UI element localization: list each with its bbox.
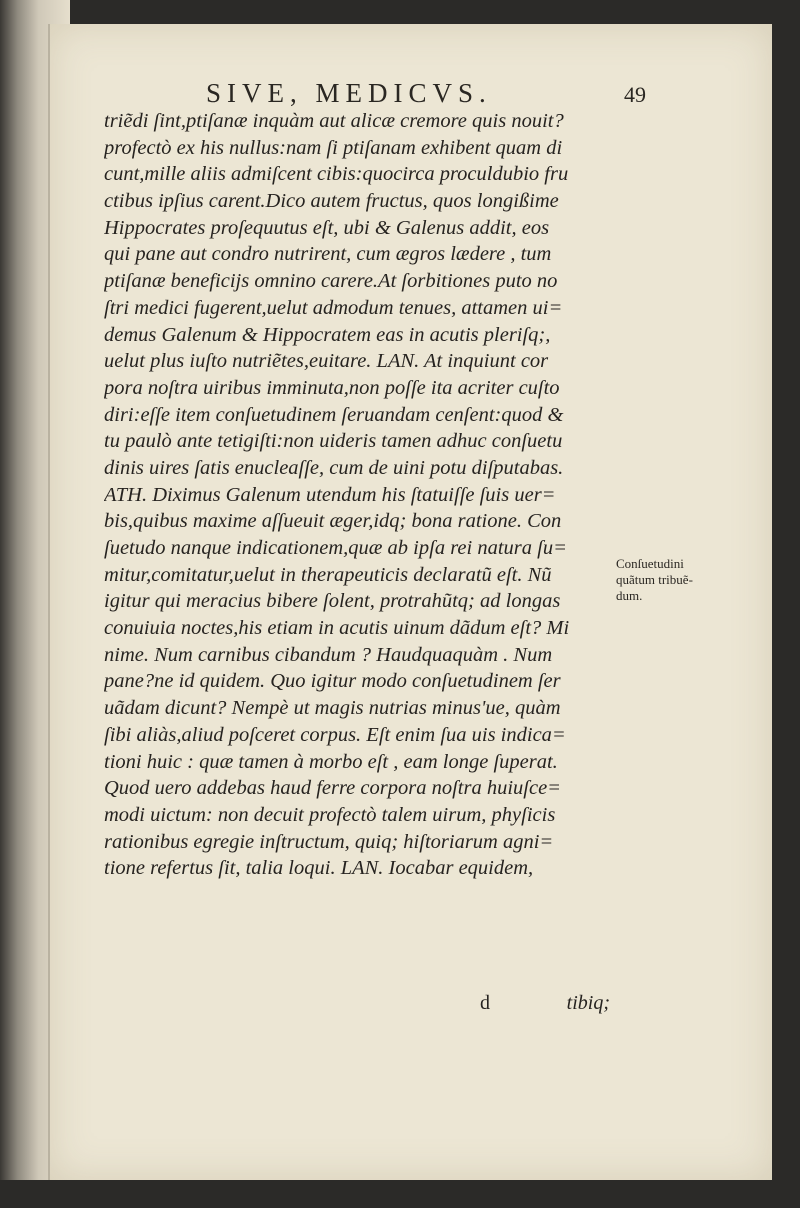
text-line: ptiſanæ beneficijs omnino carere.At ſorbitiones puto no	[104, 270, 558, 293]
marginal-note	[616, 556, 746, 604]
scan-background-top	[0, 0, 800, 26]
text-line: mitur,comitatur,uelut in therapeuticis declaratũ eſt. Nũ	[104, 563, 552, 586]
text-line: ſtri medici fugerent,uelut admodum tenues, attamen ui=	[104, 296, 563, 319]
text-line: modi uictum: non decuit profectò talem uirum, phyſicis	[104, 803, 556, 826]
text-line: ctibus ipſius carent.Dico autem fructus, quos longißime	[104, 190, 559, 213]
text-line: igitur qui meracius bibere ſolent, protrahũtq; ad longas	[104, 590, 561, 613]
text-line: dinis uires ſatis enucleaſſe, cum de uini potu diſputabas.	[104, 456, 564, 479]
signature-mark: d	[480, 992, 490, 1014]
running-head: SIVE, MEDICVS.	[206, 78, 492, 108]
text-line: conuiuia noctes,his etiam in acutis uinum dãdum eſt? Mi	[104, 617, 570, 640]
text-line: pora noſtra uiribus imminuta,non poſſe ita acriter cuſto	[104, 376, 560, 399]
text-line: cunt,mille aliis admiſcent cibis:quocirca proculdubio fru	[104, 163, 569, 186]
text-line: Hippocrates proſequutus eſt, ubi & Galenus addit, eos	[104, 216, 550, 239]
text-line: qui pane aut condro nutrirent, cum ægros lædere , tum	[104, 243, 552, 266]
page-header	[206, 78, 646, 109]
text-line: rationibus egregie inſtructum, quiq; hiſtoriarum agni=	[104, 830, 554, 853]
text-line: diri:eſſe item conſuetudinem ſeruandam cenſent:quod &	[104, 403, 564, 426]
catchword: tibiq;	[566, 992, 610, 1014]
text-line: ſibi aliàs,aliud poſceret corpus. Eſt enim ſua uis indica=	[104, 723, 566, 746]
text-line: bis,quibus maxime aſſueuit æger,idq; bona ratione. Con	[104, 510, 562, 533]
page-footer	[480, 992, 610, 1015]
main-text-block	[104, 108, 624, 882]
text-line: uãdam dicunt? Nempè ut magis nutrias minus'ue, quàm	[104, 697, 561, 720]
text-line: tioni huic : quæ tamen à morbo eſt , eam longe ſuperat.	[104, 750, 558, 773]
page-number: 49	[624, 82, 646, 107]
text-line: tione refertus ſit, talia loqui. LAN. Iocabar equidem,	[104, 857, 534, 880]
text-line: pane?ne id quidem. Quo igitur modo conſuetudinem ſer	[104, 670, 561, 693]
text-line: profectò ex his nullus:nam ſi ptiſanam exhibent quam di	[104, 136, 563, 159]
scan-background-bottom	[0, 1180, 800, 1208]
text-line: demus Galenum & Hippocratem eas in acutis pleriſq;,	[104, 323, 551, 346]
text-line: tu paulò ante tetigiſti:non uideris tamen adhuc conſuetu	[104, 430, 563, 453]
text-line: Quod uero addebas haud ferre corpora noſtra huiuſce=	[104, 777, 562, 800]
text-line: ſuetudo nanque indicationem,quæ ab ipſa rei natura ſu=	[104, 537, 567, 559]
marginal-note-line: dum.	[616, 588, 643, 603]
text-line: triẽdi ſint,ptiſanæ inquàm aut alicæ cremore quis nouit?	[104, 110, 564, 132]
text-line: ATH. Diximus Galenum utendum his ſtatuiſſe ſuis uer=	[104, 483, 556, 506]
text-line: nime. Num carnibus cibandum ? Haudquaquàm . Num	[104, 643, 553, 666]
marginal-note-line: quãtum tribuẽ-	[616, 572, 693, 587]
text-line: uelut plus iuſto nutriẽtes,euitare. LAN. At inquiunt cor	[104, 350, 549, 373]
marginal-note-line: Conſuetudini	[616, 556, 684, 571]
